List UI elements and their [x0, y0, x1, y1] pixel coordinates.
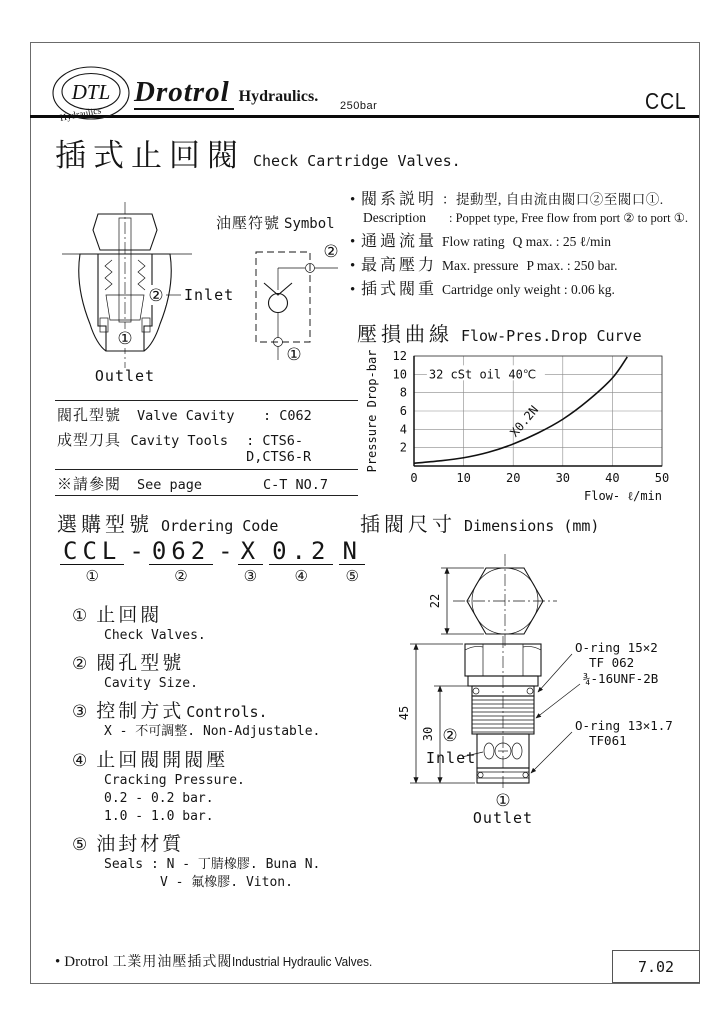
- code-group-number: ②: [174, 569, 188, 586]
- code-text: X: [238, 538, 263, 565]
- item-number: ①: [72, 606, 88, 625]
- item-line: 0.2 - 0.2 bar.: [104, 790, 214, 806]
- x-axis-label: Flow- ℓ/min: [584, 489, 662, 503]
- ordering-item-head: [72, 648, 372, 675]
- callout-oring-bottom: O-ring 13×1.7: [575, 718, 673, 733]
- x-tick-label: 20: [505, 471, 521, 485]
- footer-brand: Drotrol: [64, 954, 109, 970]
- outlet-label: Outlet: [94, 367, 156, 385]
- code-group-seal: [339, 538, 364, 586]
- callout-oring-top: O-ring 15×2: [575, 640, 658, 655]
- item-title-zh: 控制方式: [96, 701, 185, 723]
- page-number-box: [612, 950, 700, 983]
- symbol-port1-label: ①: [286, 345, 302, 364]
- item-number: ③: [72, 702, 88, 722]
- cavity-row-value: : CTS6-D,CTS6-R: [246, 433, 312, 465]
- x-tick-label: 10: [456, 471, 471, 485]
- outlet-label: Outlet: [472, 809, 534, 827]
- x-tick-label: 50: [654, 471, 670, 485]
- hydraulic-symbol-drawing: [238, 234, 353, 362]
- spec-en: Max. pressure: [442, 258, 519, 273]
- callout-thread: ¾-16UNF-2B: [583, 671, 659, 686]
- dimensions-heading: [360, 508, 599, 537]
- oring-top-right: [527, 688, 533, 694]
- item-title-zh: 止回閥: [96, 605, 163, 626]
- code-group-control: [238, 538, 263, 586]
- spec-pressure-row: [350, 252, 702, 275]
- item-title-en: Controls.: [186, 703, 268, 722]
- cavity-row-en: Valve Cavity: [137, 408, 235, 424]
- cavity-row-en: Cavity Tools: [130, 433, 228, 449]
- cavity-row-value: : C062: [263, 408, 312, 424]
- insert-depth-value: 30: [421, 726, 435, 742]
- symbol-heading-zh: 油壓符號: [216, 216, 281, 232]
- ordering-item-head: [72, 600, 372, 627]
- inlet-label: Inlet: [184, 286, 235, 304]
- ordering-code: [57, 538, 368, 586]
- cavity-note-en: See page: [137, 477, 203, 493]
- company-logo: [50, 64, 132, 124]
- spec-description-row: [350, 186, 702, 209]
- brand-suffix: Hydraulics.: [238, 88, 319, 105]
- curve-label: X0.2N: [507, 402, 542, 440]
- cross-hole-right: [512, 743, 522, 759]
- cavity-note-value: C-T NO.7: [263, 477, 329, 493]
- logo-abbr: DTL: [71, 80, 111, 104]
- inlet-port-number: ②: [148, 286, 164, 305]
- code-text: N: [339, 538, 364, 565]
- bullet-icon: •: [350, 258, 356, 274]
- code-text: CCL: [60, 538, 124, 565]
- brand-row: [134, 76, 318, 109]
- bullet-icon: •: [350, 192, 356, 208]
- outlet-port-number: ①: [495, 791, 511, 810]
- code-group-number: ④: [294, 569, 308, 586]
- cavity-table: [55, 400, 358, 496]
- inlet-port-number: ②: [442, 726, 458, 745]
- item-line: Cracking Pressure.: [104, 772, 245, 788]
- item-line: X - 不可調整. Non-Adjustable.: [104, 724, 321, 740]
- page-title: [55, 130, 461, 175]
- spec-zh: 插式閥重: [361, 281, 438, 298]
- leader-oring-bottom: [531, 732, 572, 773]
- chart-heading: [357, 318, 642, 347]
- dimensions-heading-en: Dimensions (mm): [464, 517, 600, 535]
- ordering-item-controls: [72, 696, 372, 741]
- item-title-zh: 止回閥開閥壓: [96, 749, 229, 771]
- page-number: 7.02: [637, 957, 675, 976]
- cavity-row-cavity-tools: [55, 426, 358, 466]
- spec-weight-row: [350, 276, 702, 299]
- spring-right: [138, 260, 145, 290]
- spec-zh: 最高壓力: [361, 257, 438, 274]
- leader-thread: [536, 684, 580, 718]
- flow-pressure-drop-chart: [362, 344, 702, 509]
- y-tick-label: 8: [399, 385, 407, 400]
- cavity-row-valve-cavity: [55, 401, 358, 426]
- spec-en: Cartridge only weight : 0.06 kg.: [442, 282, 615, 297]
- check-valve-ball: [269, 294, 288, 313]
- bullet-icon: •: [350, 282, 356, 298]
- pressure-rating: 250bar: [340, 100, 378, 112]
- footer-note: [55, 951, 388, 971]
- chart-heading-zh: 壓損曲線: [357, 324, 453, 346]
- item-title-zh: 油封材質: [96, 834, 185, 856]
- overall-height-value: 45: [397, 705, 411, 721]
- item-line: Cavity Size.: [104, 676, 198, 692]
- bullet-icon: •: [350, 234, 356, 250]
- page-title-zh: 插式止回閥: [55, 138, 245, 173]
- logo-sub-text: Hydraulics: [59, 106, 103, 124]
- spec-value: P max. : 250 bar.: [526, 258, 618, 273]
- oring-top-left: [473, 688, 479, 694]
- cavity-note-zh: ※請參閱: [57, 477, 122, 493]
- cavity-note-row: [55, 469, 358, 496]
- ordering-item-head: [72, 696, 372, 723]
- code-dash: -: [218, 537, 233, 565]
- item-number: ④: [72, 750, 88, 770]
- y-tick-label: 2: [399, 440, 407, 455]
- cavity-row-zh: 成型刀具: [57, 433, 122, 449]
- spec-value: Q max. : 25 ℓ/min: [512, 234, 611, 249]
- code-text: 0.2: [269, 538, 333, 565]
- item-line: V - 氟橡膠. Viton.: [160, 875, 293, 891]
- y-tick-label: 10: [392, 367, 407, 382]
- footer-zh: 工業用油壓插式閥: [112, 955, 233, 970]
- spec-list: [350, 186, 702, 300]
- callout-oring-bottom-ref: TF061: [589, 733, 627, 748]
- spec-zh: 閥系説明: [361, 191, 438, 208]
- ordering-item-cracking-pressure: [72, 745, 372, 827]
- item-line: Check Valves.: [104, 628, 206, 643]
- code-group-number: ③: [243, 569, 258, 586]
- spec-zh: 通過流量: [361, 233, 438, 250]
- x-tick-label: 30: [555, 471, 571, 485]
- ordering-item-cavity-size: [72, 648, 372, 693]
- spec-desc-label: Description: [363, 210, 426, 225]
- y-tick-label: 6: [399, 404, 407, 418]
- code-group-series: [60, 538, 124, 586]
- item-title-zh: 閥孔型號: [96, 653, 185, 675]
- y-tick-label: 12: [392, 349, 407, 363]
- spec-en: Flow rating: [442, 234, 505, 249]
- brand-name: Drotrol: [134, 76, 234, 110]
- inlet-label: Inlet: [426, 749, 477, 767]
- y-axis-label: Pressure Drop-bar: [365, 349, 379, 473]
- spring-left: [105, 260, 112, 290]
- oring-bottom-left: [478, 772, 483, 777]
- outlet-port-number: ①: [117, 329, 133, 348]
- code-group-cavity: [149, 538, 213, 586]
- ordering-item-list: [72, 600, 372, 896]
- spec-description-en-row: [363, 210, 702, 226]
- symbol-envelope: [256, 252, 310, 342]
- model-code: CCL: [645, 88, 687, 114]
- ordering-item-head: [72, 829, 372, 856]
- hex-across-flats-value: 22: [428, 593, 442, 609]
- bullet-icon: •: [55, 954, 61, 970]
- code-group-number: ⑤: [345, 569, 359, 586]
- symbol-port2-label: ②: [323, 242, 339, 261]
- ordering-heading-en: Ordering Code: [161, 517, 279, 535]
- oring-bottom-right: [523, 772, 528, 777]
- page-title-en: Check Cartridge Valves.: [253, 152, 461, 170]
- item-line: Seals : N - 丁腈橡膠. Buna N.: [104, 857, 321, 873]
- code-group-number: ①: [85, 569, 99, 586]
- footer-en: Industrial Hydraulic Valves.: [232, 954, 373, 969]
- ordering-heading: [57, 508, 278, 537]
- ordering-item-check-valve: [72, 600, 372, 645]
- item-number: ⑤: [72, 835, 88, 855]
- chart-heading-en: Flow-Pres.Drop Curve: [461, 327, 642, 345]
- cross-hole-left: [484, 743, 494, 759]
- item-number: ②: [72, 654, 88, 674]
- symbol-heading: [216, 212, 335, 233]
- dimensions-heading-zh: 插閥尺寸: [360, 514, 456, 536]
- seat-left: [100, 318, 108, 332]
- spec-desc-value: : Poppet type, Free flow from port ② to port ①.: [449, 211, 689, 225]
- x-tick-label: 0: [410, 471, 418, 485]
- item-line: 1.0 - 1.0 bar.: [104, 808, 214, 824]
- leader-oring-top: [538, 654, 572, 692]
- ordering-item-head: [72, 745, 372, 772]
- cartridge-side-view: [388, 636, 700, 826]
- x-tick-label: 40: [605, 471, 620, 485]
- callout-oring-top-ref: TF 062: [589, 655, 635, 670]
- spec-value: ：提動型, 自由流由閥口②至閥口①.: [442, 192, 664, 207]
- seat-right: [142, 318, 150, 332]
- spec-flow-row: [350, 228, 702, 251]
- code-dash: -: [129, 537, 144, 565]
- y-tick-label: 4: [399, 422, 407, 437]
- symbol-heading-en: Symbol: [284, 216, 335, 232]
- code-text: 062: [149, 538, 213, 565]
- cavity-row-zh: 閥孔型號: [57, 408, 122, 424]
- ordering-item-seals: [72, 829, 372, 892]
- oil-annotation: 32 cSt oil 40℃: [428, 367, 537, 382]
- ordering-heading-zh: 選購型號: [57, 514, 153, 536]
- code-group-cracking-pressure: [269, 538, 333, 586]
